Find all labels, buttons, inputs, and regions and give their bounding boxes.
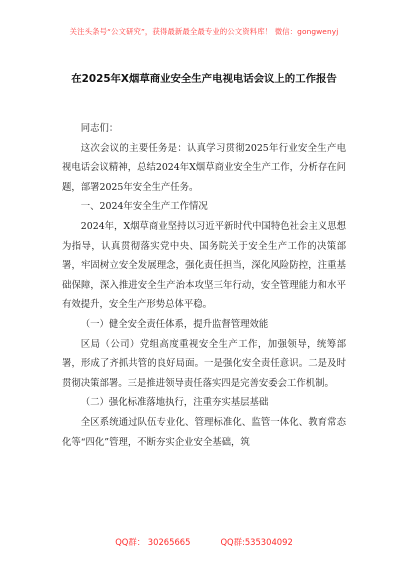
promo-banner: 关注头条号“公文研究”，获得最新最全最专业的公文资料库！ 微信：gongwenyj bbox=[69, 27, 339, 36]
qq-group-1: QQ群： 30265665 bbox=[115, 537, 191, 547]
page-title: 在2025年X烟草商业安全生产电视电话会议上的工作报告 bbox=[71, 73, 337, 85]
paragraph-responsibility: 区局（公司）党组高度重视安全生产工作，加强领导，统筹部署，形成了齐抓共管的良好局面。一是强化安全责任意识。二是及时贯彻决策部署。三是推进领导责任落实四是完善安委会工作机制。 bbox=[62, 338, 346, 389]
paragraph-intro: 这次会议的主要任务是：认真学习贯彻2025年行业安全生产电视电话会议精神，总结2024年X烟草商业安全生产工作，分析存在问题，部署2025年安全生产任务。 bbox=[62, 142, 346, 193]
salutation: 同志们： bbox=[80, 123, 119, 134]
qq-group-2: QQ群:535304092 bbox=[220, 537, 293, 547]
document-body bbox=[62, 119, 346, 452]
footer-contact bbox=[0, 536, 408, 548]
section-heading-1: 一、2024年安全生产工作情况 bbox=[80, 201, 208, 213]
paragraph-overview: 2024年，X烟草商业坚持以习近平新时代中国特色社会主义思想为指导，认真贯彻落实党中央、国务院关于安全生产工作的决策部署，牢固树立安全发展理念，强化责任担当，深化风险防控，注重基础保障，深入推进安全生产治本攻坚三年行动，安全管理能力和水平有效提升，安全生产形势总体平稳。 bbox=[62, 220, 346, 311]
subsection-heading-1: （一）健全安全责任体系，提升监督管理效能 bbox=[80, 318, 269, 330]
paragraph-foundation: 全区系统通过队伍专业化、管理标准化、监管一体化、教育常态化等“四化”管理，不断夯实企业安全基础，筑 bbox=[62, 416, 346, 448]
subsection-heading-2: （二）强化标准落地执行，注重夯实基层基础 bbox=[80, 397, 269, 409]
